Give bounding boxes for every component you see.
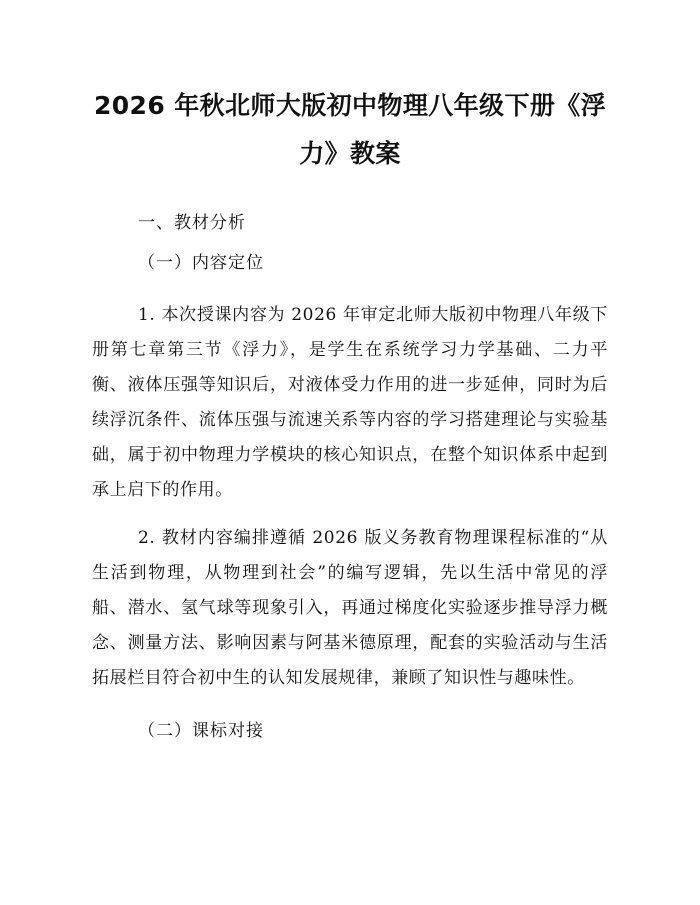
paragraph-2: 2. 教材内容编排遵循 2026 版义务教育物理课程标准的“从生活到物理，从物理到社会”的编写逻辑，先以生活中常见的浮船、潜水、氢气球等现象引入，再通过梯度化实验逐步推导浮力概念、测量方法、影响因素与阿基米德原理，配套的实验活动与生活拓展栏目符合初中生的认知发展规律，兼顾了知识性与趣味性。 <box>92 528 608 688</box>
subsection-heading-content-positioning: （一）内容定位 <box>138 253 264 273</box>
paragraph-1: 1. 本次授课内容为 2026 年审定北师大版初中物理八年级下册第七章第三节《浮力》，是学生在系统学习力学基础、二力平衡、液体压强等知识后，对液体受力作用的进一步延伸，同时为后续浮沉条件、流体压强与流速关系等内容的学习搭建理论与实验基础，属于初中物理力学模块的核心知识点，在整个知识体系中起到承上启下的作用。 <box>92 305 608 500</box>
document-title: 2026 年秋北师大版初中物理八年级下册《浮力》教案 <box>93 91 607 168</box>
section-heading: 一、教材分析 <box>138 213 246 233</box>
subsection-heading-curriculum-alignment: （二）课标对接 <box>138 721 264 741</box>
